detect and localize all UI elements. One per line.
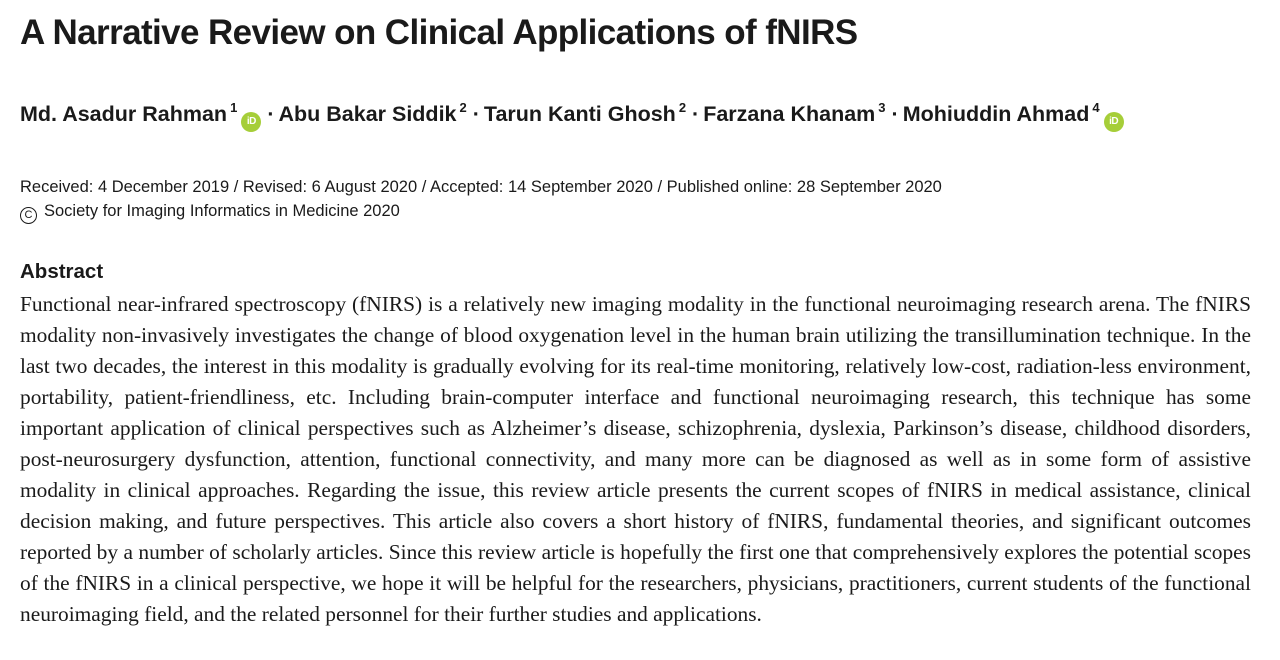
author-5 [903,102,1124,126]
orcid-icon[interactable]: iD [1104,112,1124,132]
author-name: Abu Bakar Siddik [278,102,457,126]
author-separator: · [267,102,275,126]
copyright-text: Society for Imaging Informatics in Medicine 2020 [44,202,400,220]
author-separator: · [692,102,700,126]
copyright-icon: C [20,207,37,224]
author-separator: · [472,102,480,126]
author-2 [278,102,466,126]
copyright-line [20,202,400,224]
author-name: Mohiuddin Ahmad [902,102,1090,126]
author-name: Farzana Khanam [703,102,876,126]
author-separator: · [891,102,899,126]
author-name: Md. Asadur Rahman [20,102,228,126]
orcid-icon[interactable]: iD [241,112,261,132]
author-1 [20,102,261,126]
affiliation-marker: 1 [230,100,238,115]
affiliation-marker: 3 [878,100,886,115]
author-name: Tarun Kanti Ghosh [483,102,676,126]
author-list [20,100,1124,132]
abstract-heading: Abstract [20,260,104,283]
affiliation-marker: 2 [678,100,687,115]
affiliation-marker: 4 [1092,100,1100,115]
abstract-body: Functional near-infrared spectroscopy (fNIRS) is a relatively new imaging modality in the functional neuroimaging research arena. The fNIRS modality non-invasively investigates the change of blood oxygenation level in the human brain utilizing the transillumination technique. In the last two decades, the interest in this modality is gradually evolving for its real-time monitoring, relatively low-cost, radiation-less environment, portability, patient-friendliness, etc. Including brain-computer interface and functional neuroimaging research, this technique has some important application of clinical perspectives such as Alzheimer’s disease, schizophrenia, dyslexia, Parkinson’s disease, childhood disorders, post-neurosurgery dysfunction, attention, functional connectivity, and many more can be diagnosed as well as in some form of assistive modality in clinical approaches. Regarding the issue, this review article presents the current scopes of fNIRS in medical assistance, clinical decision making, and future perspectives. This article also covers a short history of fNIRS, fundamental theories, and significant outcomes reported by a number of scholarly articles. Since this review article is hopefully the first one that comprehensively explores the potential scopes of the fNIRS in a clinical perspective, we hope it will be helpful for the researchers, physicians, practitioners, current students of the functional neuroimaging field, and the related personnel for their further studies and applications. [20,292,1251,626]
author-4 [703,102,885,126]
publication-dates: Received: 4 December 2019 / Revised: 6 August 2020 / Accepted: 14 September 2020 / Published online: 28 September 2020 [20,178,942,196]
paper-title: A Narrative Review on Clinical Applications of fNIRS [20,13,858,52]
author-3 [484,102,686,126]
affiliation-marker: 2 [459,100,467,115]
